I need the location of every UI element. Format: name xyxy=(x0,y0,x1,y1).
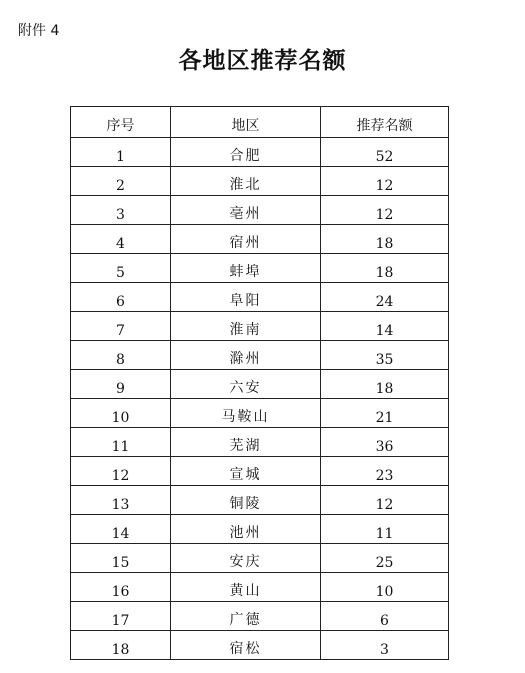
cell-quota xyxy=(321,631,449,660)
cell-region-text: 广德 xyxy=(229,612,262,628)
cell-quota xyxy=(321,515,449,544)
cell-quota xyxy=(321,486,449,515)
cell-no xyxy=(71,428,171,457)
table-row xyxy=(71,573,449,602)
cell-no-text: 2 xyxy=(116,178,125,194)
cell-no xyxy=(71,370,171,399)
cell-no-text: 4 xyxy=(116,236,125,252)
cell-no xyxy=(71,573,171,602)
cell-quota xyxy=(321,457,449,486)
table-row xyxy=(71,283,449,312)
quota-table xyxy=(70,106,449,660)
cell-quota-text: 52 xyxy=(375,149,394,165)
table-row xyxy=(71,138,449,167)
cell-region xyxy=(171,602,321,631)
cell-quota xyxy=(321,544,449,573)
cell-quota-text: 24 xyxy=(375,294,394,310)
table-row xyxy=(71,428,449,457)
cell-region xyxy=(171,225,321,254)
table-row xyxy=(71,196,449,225)
cell-no-text: 5 xyxy=(116,265,125,281)
cell-no-text: 18 xyxy=(111,642,130,658)
cell-quota xyxy=(321,573,449,602)
cell-no xyxy=(71,283,171,312)
cell-region xyxy=(171,399,321,428)
cell-quota xyxy=(321,167,449,196)
cell-no xyxy=(71,602,171,631)
cell-no xyxy=(71,341,171,370)
cell-region xyxy=(171,457,321,486)
cell-quota-text: 11 xyxy=(375,526,394,542)
cell-region-text: 黄山 xyxy=(229,583,262,599)
cell-region-text: 亳州 xyxy=(229,206,262,222)
cell-region-text: 宣城 xyxy=(229,467,262,483)
cell-quota xyxy=(321,225,449,254)
table-row xyxy=(71,254,449,283)
cell-quota xyxy=(321,254,449,283)
cell-quota xyxy=(321,428,449,457)
cell-no-text: 15 xyxy=(111,555,130,571)
table-row xyxy=(71,167,449,196)
cell-region-text: 阜阳 xyxy=(229,293,262,309)
cell-no xyxy=(71,486,171,515)
cell-no-text: 7 xyxy=(116,323,125,339)
cell-region-text: 芜湖 xyxy=(229,438,262,454)
header-no: 序号 xyxy=(71,107,171,138)
cell-no xyxy=(71,399,171,428)
cell-quota-text: 10 xyxy=(375,584,394,600)
table-row xyxy=(71,544,449,573)
cell-no-text: 17 xyxy=(111,613,130,629)
cell-region-text: 安庆 xyxy=(229,554,262,570)
cell-quota-text: 35 xyxy=(375,352,394,368)
cell-region xyxy=(171,370,321,399)
cell-no xyxy=(71,515,171,544)
cell-region-text: 蚌埠 xyxy=(229,264,262,280)
cell-quota-text: 14 xyxy=(375,323,394,339)
table-row xyxy=(71,602,449,631)
cell-region xyxy=(171,573,321,602)
table-row xyxy=(71,515,449,544)
cell-quota xyxy=(321,602,449,631)
table-row xyxy=(71,399,449,428)
cell-no-text: 3 xyxy=(116,207,125,223)
table-row xyxy=(71,341,449,370)
cell-region xyxy=(171,283,321,312)
cell-no-text: 6 xyxy=(116,294,125,310)
cell-no-text: 10 xyxy=(111,410,130,426)
table-row xyxy=(71,486,449,515)
cell-no xyxy=(71,631,171,660)
cell-no xyxy=(71,138,171,167)
header-quota: 推荐名额 xyxy=(321,107,449,138)
cell-region xyxy=(171,631,321,660)
cell-quota-text: 36 xyxy=(375,439,394,455)
cell-no-text: 16 xyxy=(111,584,130,600)
cell-region xyxy=(171,515,321,544)
cell-no-text: 11 xyxy=(111,439,130,455)
cell-region-text: 淮北 xyxy=(229,177,262,193)
cell-region xyxy=(171,428,321,457)
cell-quota xyxy=(321,341,449,370)
cell-quota xyxy=(321,283,449,312)
cell-quota-text: 23 xyxy=(375,468,394,484)
cell-no-text: 9 xyxy=(116,381,125,397)
cell-region-text: 宿州 xyxy=(229,235,262,251)
cell-no xyxy=(71,312,171,341)
page-title: 各地区推荐名额 xyxy=(178,47,347,74)
cell-quota-text: 3 xyxy=(380,642,389,658)
cell-no-text: 12 xyxy=(111,468,130,484)
cell-region-text: 合肥 xyxy=(229,148,262,164)
cell-no-text: 8 xyxy=(116,352,125,368)
cell-region xyxy=(171,167,321,196)
cell-region-text: 铜陵 xyxy=(229,496,262,512)
cell-region xyxy=(171,312,321,341)
cell-region-text: 滁州 xyxy=(229,351,262,367)
cell-quota xyxy=(321,370,449,399)
cell-region xyxy=(171,254,321,283)
cell-no-text: 1 xyxy=(116,149,125,165)
cell-quota-text: 25 xyxy=(375,555,394,571)
cell-quota-text: 21 xyxy=(375,410,394,426)
table-header-row xyxy=(71,107,449,138)
cell-region xyxy=(171,544,321,573)
cell-no xyxy=(71,196,171,225)
table-row xyxy=(71,457,449,486)
cell-no xyxy=(71,225,171,254)
cell-quota xyxy=(321,138,449,167)
cell-region xyxy=(171,138,321,167)
cell-region-text: 池州 xyxy=(229,525,262,541)
cell-region-text: 六安 xyxy=(229,380,262,396)
cell-no xyxy=(71,167,171,196)
table-row xyxy=(71,370,449,399)
cell-region-text: 淮南 xyxy=(229,322,262,338)
cell-region xyxy=(171,196,321,225)
cell-quota-text: 12 xyxy=(375,497,394,513)
cell-quota-text: 12 xyxy=(375,207,394,223)
table-row xyxy=(71,225,449,254)
cell-region-text: 宿松 xyxy=(229,641,262,657)
cell-quota-text: 18 xyxy=(375,381,394,397)
cell-region-text: 马鞍山 xyxy=(221,409,270,425)
header-region: 地区 xyxy=(171,107,321,138)
cell-quota xyxy=(321,399,449,428)
table-row xyxy=(71,312,449,341)
cell-no xyxy=(71,254,171,283)
cell-quota xyxy=(321,312,449,341)
cell-no-text: 14 xyxy=(111,526,130,542)
attachment-label: 附件 4 xyxy=(18,23,60,39)
table-row xyxy=(71,631,449,660)
cell-region xyxy=(171,486,321,515)
cell-no-text: 13 xyxy=(111,497,130,513)
cell-quota-text: 6 xyxy=(380,613,389,629)
cell-no xyxy=(71,544,171,573)
cell-region xyxy=(171,341,321,370)
cell-quota-text: 18 xyxy=(375,265,394,281)
cell-quota-text: 18 xyxy=(375,236,394,252)
cell-quota xyxy=(321,196,449,225)
cell-no xyxy=(71,457,171,486)
cell-quota-text: 12 xyxy=(375,178,394,194)
